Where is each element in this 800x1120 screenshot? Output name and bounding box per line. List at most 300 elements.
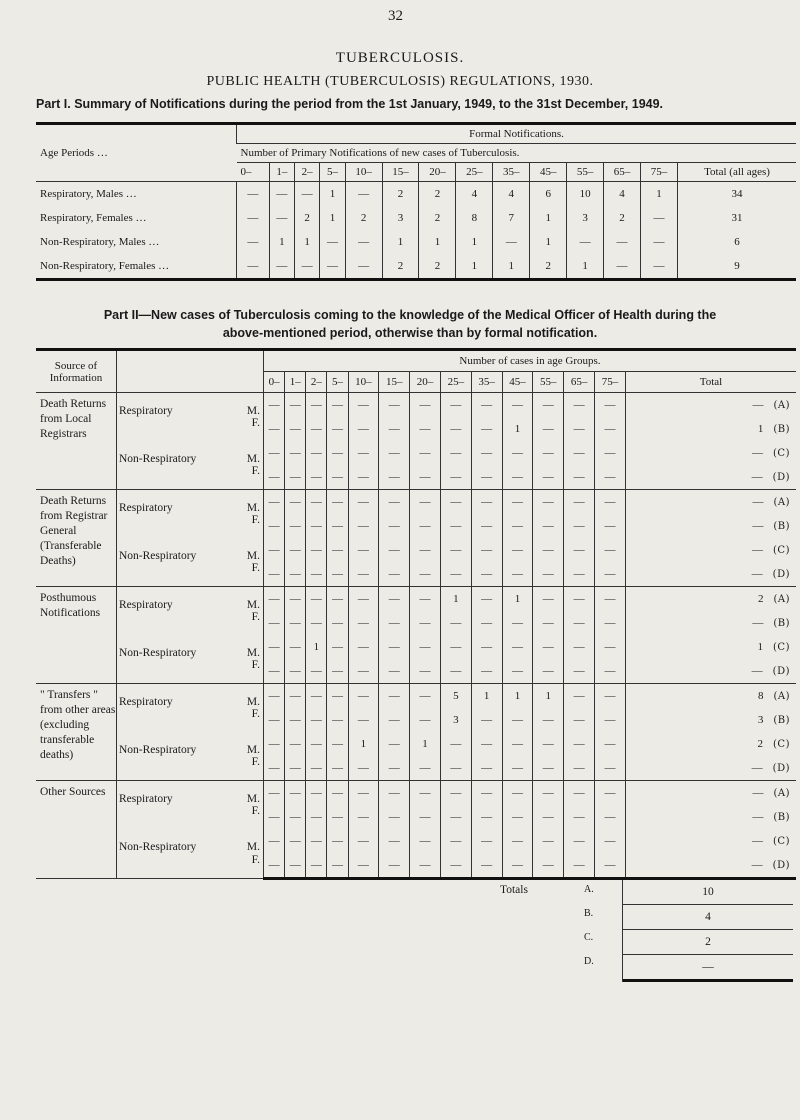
table-cell: — (320, 230, 345, 254)
table-cell: — (327, 781, 348, 806)
sex-label: F. (251, 659, 260, 671)
table-cell: — (348, 417, 379, 441)
type-label: Respiratory (119, 502, 173, 514)
table-cell: 1 (641, 182, 678, 207)
table-cell: — (410, 853, 441, 879)
table-cell: — (471, 659, 502, 684)
table-cell: 1 (320, 182, 345, 207)
table-cell: — (306, 417, 327, 441)
table-cell: — (264, 562, 285, 587)
table-cell: — (306, 732, 327, 756)
table-cell: — (264, 684, 285, 709)
sex-label: F. (251, 756, 260, 768)
table-cell: — (379, 393, 410, 418)
sex-label: F. (251, 611, 260, 623)
type-label: Non-Respiratory (119, 453, 197, 465)
table-cell: — (345, 182, 382, 207)
table-cell: 2 (382, 254, 419, 280)
table-cell: 4 (604, 182, 641, 207)
totals-letter: C. (584, 932, 594, 943)
table-cell: — (269, 182, 294, 207)
table-cell: — (285, 417, 306, 441)
table-cell: — (564, 441, 595, 465)
type-cell (117, 708, 264, 732)
sex-label: M. (246, 744, 260, 756)
table-cell: — (306, 490, 327, 515)
table-cell: 1 (493, 254, 530, 280)
table-cell: — (440, 417, 471, 441)
type-label: Respiratory (119, 793, 173, 805)
table-cell: — (410, 708, 441, 732)
table-cell: — (348, 684, 379, 709)
table-cell: — (306, 684, 327, 709)
table-cell: — (379, 732, 410, 756)
table-cell: — (533, 853, 564, 879)
table-cell: — (440, 514, 471, 538)
table-cell: — (285, 635, 306, 659)
table-cell: — (285, 829, 306, 853)
table-row (36, 230, 796, 254)
age-column-header: 35– (471, 372, 502, 393)
table-cell: — (595, 562, 626, 587)
table-cell: — (237, 182, 270, 207)
table-cell: — (327, 853, 348, 879)
table-cell: — (440, 781, 471, 806)
table-cell: 1 (502, 684, 533, 709)
table-cell: 9 (678, 254, 797, 280)
table-cell (626, 514, 797, 538)
table-cell: — (564, 490, 595, 515)
total-value: — (751, 859, 763, 871)
type-cell (117, 538, 264, 562)
table-cell (626, 829, 797, 853)
table-cell: — (379, 853, 410, 879)
table-cell: — (440, 490, 471, 515)
table-cell: — (327, 490, 348, 515)
table-cell: — (264, 611, 285, 635)
total-value: — (752, 520, 764, 532)
table-cell: — (533, 465, 564, 490)
table-cell (626, 490, 797, 515)
table-cell (626, 587, 797, 612)
table-cell: — (471, 732, 502, 756)
table-cell: 2 (345, 206, 382, 230)
table-cell: — (320, 254, 345, 280)
table-row (36, 417, 796, 441)
table-cell: — (264, 853, 285, 879)
table-cell: — (306, 538, 327, 562)
table-cell: — (327, 393, 348, 418)
table-cell: — (348, 465, 379, 490)
totals-value: — (623, 955, 793, 982)
row-label: Non-Respiratory, Males … (40, 236, 160, 248)
table-cell: 1 (456, 254, 493, 280)
type-label: Respiratory (119, 599, 173, 611)
table-cell: — (348, 853, 379, 879)
table-cell: — (440, 659, 471, 684)
table-cell: — (285, 393, 306, 418)
page-title: TUBERCULOSIS. (335, 50, 465, 66)
sex-label: M. (246, 405, 260, 417)
table-cell: — (379, 514, 410, 538)
table-cell: 1 (456, 230, 493, 254)
table-cell: 6 (530, 182, 567, 207)
table-cell: 1 (348, 732, 379, 756)
table-cell: 7 (493, 206, 530, 230)
table-row (36, 659, 796, 684)
table-cell: — (379, 708, 410, 732)
totals-letter: A. (584, 884, 594, 895)
table-cell: 1 (295, 230, 320, 254)
age-column-header: Total (all ages) (678, 163, 797, 182)
type-label: Non-Respiratory (119, 841, 197, 853)
table-cell: — (502, 805, 533, 829)
table-row (36, 611, 796, 635)
table-cell: — (595, 490, 626, 515)
sex-label: F. (251, 708, 260, 720)
table-cell: — (502, 781, 533, 806)
table-cell: — (502, 853, 533, 879)
table-cell: — (564, 514, 595, 538)
table-cell: — (379, 659, 410, 684)
table-cell: 1 (410, 732, 441, 756)
table-cell: — (533, 514, 564, 538)
age-column-header: Total (626, 372, 797, 393)
table-row (36, 182, 796, 207)
age-groups-header: Number of cases in age Groups. (264, 350, 797, 372)
age-column-header: 45– (502, 372, 533, 393)
table-cell: 1 (471, 684, 502, 709)
table-cell: 1 (419, 230, 456, 254)
table-cell: — (471, 538, 502, 562)
table-cell: 2 (419, 182, 456, 207)
total-value: — (751, 762, 763, 774)
table-cell: 34 (678, 182, 797, 207)
table-cell: — (327, 441, 348, 465)
table-cell: — (595, 514, 626, 538)
table-cell: — (533, 708, 564, 732)
table-cell: — (327, 732, 348, 756)
age-column-header: 5– (320, 163, 345, 182)
row-letter: (B) (773, 424, 790, 435)
type-cell (117, 417, 264, 441)
table-cell: — (306, 562, 327, 587)
table-cell: — (327, 465, 348, 490)
sex-label: M. (246, 453, 260, 465)
totals-value: 2 (623, 930, 793, 955)
table-cell: — (379, 781, 410, 806)
table-cell: 4 (456, 182, 493, 207)
table-cell: — (502, 732, 533, 756)
table-cell: — (379, 441, 410, 465)
table-row (36, 756, 796, 781)
table-cell: — (502, 441, 533, 465)
table-cell: — (306, 659, 327, 684)
table-cell: — (564, 465, 595, 490)
table-cell: — (533, 441, 564, 465)
table-cell: 8 (456, 206, 493, 230)
table-cell: — (595, 829, 626, 853)
table-cell: — (379, 684, 410, 709)
totals-box (622, 880, 793, 982)
table-cell: — (306, 829, 327, 853)
table-cell: — (285, 490, 306, 515)
table-cell: — (502, 538, 533, 562)
table-cell: — (533, 635, 564, 659)
table-cell: — (348, 635, 379, 659)
totals-value: 4 (623, 905, 793, 930)
type-cell (117, 441, 264, 465)
age-column-header: 10– (345, 163, 382, 182)
table-cell: — (641, 254, 678, 280)
total-value: — (751, 665, 763, 677)
table-cell: — (327, 659, 348, 684)
total-value: — (752, 811, 764, 823)
table-cell: — (502, 756, 533, 781)
part1-heading: Part I. Summary of Notifications during the period from the 1st January, 1949, to the 31st December, 1949. (36, 97, 664, 111)
table-cell: — (285, 587, 306, 612)
part2-table (36, 348, 796, 880)
age-column-header: 10– (348, 372, 379, 393)
table-cell: — (348, 756, 379, 781)
row-letter: (D) (772, 860, 790, 871)
table-cell: 10 (567, 182, 604, 207)
table-cell: — (264, 805, 285, 829)
table-cell: — (379, 587, 410, 612)
table-cell: — (327, 805, 348, 829)
table-cell: — (533, 659, 564, 684)
table-cell: — (345, 254, 382, 280)
table-cell: — (379, 465, 410, 490)
type-label: Respiratory (119, 696, 173, 708)
total-value: — (752, 835, 764, 847)
table-cell: — (327, 684, 348, 709)
table-cell: — (564, 611, 595, 635)
table-cell: — (264, 587, 285, 612)
table-cell: — (264, 756, 285, 781)
table-row (36, 587, 796, 612)
age-column-header: 25– (456, 163, 493, 182)
table-cell: — (595, 853, 626, 879)
table-cell: — (264, 417, 285, 441)
type-cell (117, 781, 264, 806)
age-column-header: 45– (530, 163, 567, 182)
table-cell: — (348, 708, 379, 732)
table-cell: — (348, 659, 379, 684)
sex-label: M. (246, 647, 260, 659)
table-cell: — (471, 829, 502, 853)
table-row (36, 853, 796, 879)
table-cell: — (327, 611, 348, 635)
table-cell: — (285, 853, 306, 879)
table-cell: — (502, 659, 533, 684)
table-cell (626, 417, 797, 441)
table-cell: — (264, 659, 285, 684)
table-cell: — (327, 635, 348, 659)
table-cell: — (471, 587, 502, 612)
table-cell: — (533, 732, 564, 756)
table-cell: — (533, 829, 564, 853)
table-cell: — (595, 587, 626, 612)
table-cell: — (264, 829, 285, 853)
table-cell: — (348, 805, 379, 829)
table-cell: — (379, 756, 410, 781)
table-cell: 1 (530, 206, 567, 230)
table-row (36, 781, 796, 806)
table-cell: — (295, 254, 320, 280)
table-cell: — (327, 514, 348, 538)
type-cell (117, 853, 264, 879)
table-cell (626, 538, 797, 562)
table-cell: — (264, 393, 285, 418)
table-cell: — (595, 708, 626, 732)
table-cell: — (237, 206, 270, 230)
table-cell: — (641, 230, 678, 254)
type-cell (117, 829, 264, 853)
age-column-header: 0– (237, 163, 270, 182)
age-column-header: 20– (410, 372, 441, 393)
table-cell: — (471, 441, 502, 465)
table-cell: — (564, 781, 595, 806)
table-cell: — (533, 538, 564, 562)
table-cell: — (471, 490, 502, 515)
table-cell: — (564, 732, 595, 756)
table-cell: — (306, 805, 327, 829)
table-cell: — (410, 684, 441, 709)
type-cell (117, 514, 264, 538)
table-cell: — (595, 635, 626, 659)
table-cell: — (306, 756, 327, 781)
table-cell: — (306, 393, 327, 418)
table-cell: — (379, 490, 410, 515)
table-cell: — (567, 230, 604, 254)
table-cell: — (306, 441, 327, 465)
table-cell: — (410, 538, 441, 562)
table-cell: — (410, 805, 441, 829)
table-cell: — (604, 230, 641, 254)
table-cell: — (564, 708, 595, 732)
age-column-header: 55– (533, 372, 564, 393)
table-cell: 3 (567, 206, 604, 230)
table-cell: — (440, 805, 471, 829)
table-cell: — (264, 538, 285, 562)
table-cell: — (564, 684, 595, 709)
table-cell: — (379, 417, 410, 441)
total-value: — (752, 617, 764, 629)
type-cell (117, 393, 264, 418)
table-cell: — (502, 514, 533, 538)
table-cell: — (285, 684, 306, 709)
table-cell: — (264, 465, 285, 490)
table-cell: — (264, 441, 285, 465)
table-cell: — (285, 514, 306, 538)
age-periods-header: Age Periods … (36, 124, 237, 182)
age-column-header: 65– (604, 163, 641, 182)
table-cell: 2 (604, 206, 641, 230)
row-letter: (D) (772, 763, 790, 774)
part1-table (36, 122, 796, 281)
table-cell: — (564, 659, 595, 684)
row-letter: (B) (773, 812, 790, 823)
sex-label: F. (251, 805, 260, 817)
table-cell: — (471, 417, 502, 441)
type-cell (117, 659, 264, 684)
sex-label: M. (246, 502, 260, 514)
table-cell: — (410, 756, 441, 781)
table-cell: — (502, 490, 533, 515)
row-letter: (A) (773, 691, 790, 702)
table-cell: — (348, 562, 379, 587)
primary-notifications-header: Number of Primary Notifications of new cases of Tuberculosis. (237, 144, 797, 163)
table-cell: — (440, 611, 471, 635)
table-cell: — (533, 756, 564, 781)
age-column-header: 1– (285, 372, 306, 393)
table-cell: — (410, 611, 441, 635)
table-cell: — (379, 611, 410, 635)
totals-label: Totals (500, 884, 528, 896)
table-cell: — (471, 708, 502, 732)
table-cell: — (440, 829, 471, 853)
table-cell: — (595, 659, 626, 684)
type-label: Non-Respiratory (119, 744, 197, 756)
table-cell: — (440, 441, 471, 465)
table-cell: 1 (269, 230, 294, 254)
table-cell: — (595, 684, 626, 709)
table-cell: — (306, 853, 327, 879)
row-letter: (A) (773, 497, 790, 508)
table-cell: 1 (530, 230, 567, 254)
source-header: Source of Information (36, 350, 117, 393)
table-row (36, 829, 796, 853)
sex-label: M. (246, 599, 260, 611)
table-cell: — (471, 805, 502, 829)
total-value: — (752, 447, 764, 459)
table-cell: — (327, 829, 348, 853)
table-cell (626, 853, 797, 879)
row-letter: (C) (773, 642, 790, 653)
row-letter: (B) (773, 715, 790, 726)
table-row (36, 514, 796, 538)
totals-letter: B. (584, 908, 594, 919)
total-value: — (751, 471, 763, 483)
sex-label: F. (251, 853, 260, 866)
type-cell (117, 684, 264, 709)
age-column-header: 1– (269, 163, 294, 182)
table-cell: — (348, 393, 379, 418)
table-cell (626, 756, 797, 781)
age-column-header: 2– (295, 163, 320, 182)
table-cell: — (285, 538, 306, 562)
table-cell: — (269, 254, 294, 280)
page-number: 32 (388, 8, 403, 24)
table-cell: — (379, 829, 410, 853)
sex-label: M. (246, 696, 260, 708)
table-cell: — (471, 781, 502, 806)
table-cell: — (285, 756, 306, 781)
table-cell (626, 393, 797, 418)
table-cell (626, 659, 797, 684)
table-cell: 2 (419, 206, 456, 230)
table-cell: — (410, 490, 441, 515)
sex-label: M. (246, 550, 260, 562)
age-column-header: 15– (379, 372, 410, 393)
table-cell: — (379, 635, 410, 659)
table-cell: — (595, 393, 626, 418)
table-cell: — (285, 441, 306, 465)
type-cell (117, 587, 264, 612)
table-row (36, 635, 796, 659)
sex-label: F. (251, 465, 260, 477)
